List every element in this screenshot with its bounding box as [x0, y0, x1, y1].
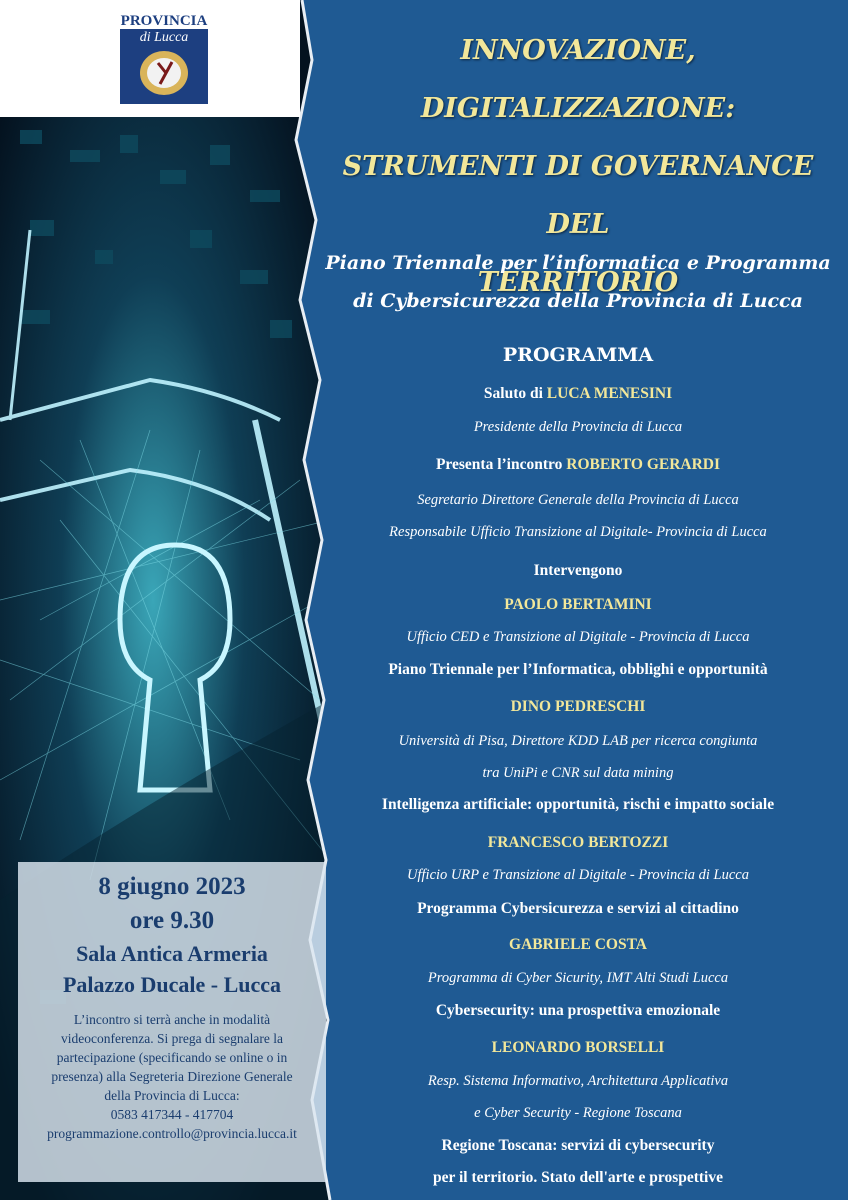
title-line: TERRITORIO — [477, 267, 679, 298]
speakers-heading: Intervengono — [533, 562, 623, 579]
speaker-name: GABRIELE COSTA — [509, 936, 647, 953]
speaker-role: Segretario Direttore Generale della Provincia di Lucca — [417, 492, 739, 508]
info-note-line: videoconferenza. Si prega di segnalare la — [61, 1031, 283, 1046]
coat-of-arms-icon — [136, 48, 192, 98]
talk-topic: Cybersecurity: una prospettiva emozionale — [435, 1002, 721, 1019]
talk-topic: per il territorio. Stato dell'arte e prospettive — [433, 1169, 723, 1186]
talk-topic: Programma Cybersicurezza e servizi al cittadino — [417, 900, 739, 917]
title-line: INNOVAZIONE, — [460, 35, 696, 66]
speaker-role: Responsabile Ufficio Transizione al Digitale- Provincia di Lucca — [389, 524, 767, 540]
talk-topic: Piano Triennale per l’Informatica, obblighi e opportunità — [388, 661, 768, 678]
contact-email[interactable]: programmazione.controllo@provincia.lucca.it — [47, 1126, 297, 1141]
speaker-name: DINO PEDRESCHI — [510, 698, 646, 715]
speaker-affiliation: tra UniPi e CNR sul data mining — [482, 765, 674, 781]
speaker-name: ROBERTO GERARDI — [566, 456, 721, 473]
logo-subtitle: di Lucca — [139, 30, 189, 45]
info-note-line: partecipazione (specificando se online o in — [56, 1050, 288, 1065]
info-note-line: L’incontro si terrà anche in modalità — [73, 1012, 271, 1027]
talk-topic: Regione Toscana: servizi di cybersecurity — [441, 1137, 715, 1154]
phone-numbers: 0583 417344 - 417704 — [110, 1107, 234, 1122]
speaker-name: LUCA MENESINI — [546, 385, 673, 402]
event-location: Palazzo Ducale - Lucca — [62, 972, 282, 997]
info-note-line: della Provincia di Lucca: — [104, 1088, 240, 1103]
subtitle-line: Piano Triennale per l’informatica e Programma — [325, 252, 831, 274]
title-line: STRUMENTI DI GOVERNANCE DEL — [342, 151, 814, 240]
logo-name: PROVINCIA — [120, 13, 208, 29]
speaker-name: LEONARDO BORSELLI — [491, 1039, 665, 1056]
speaker-affiliation: Programma di Cyber Sicurity, IMT Alti Studi Lucca — [427, 970, 729, 986]
speaker-name: FRANCESCO BERTOZZI — [487, 834, 669, 851]
program-heading: PROGRAMMA — [502, 344, 654, 366]
speaker-affiliation: Università di Pisa, Direttore KDD LAB per ricerca congiunta — [398, 733, 758, 749]
presenter-line — [318, 456, 838, 474]
event-venue: Sala Antica Armeria — [76, 941, 268, 966]
greeting-line — [318, 385, 838, 403]
speaker-affiliation: e Cyber Security - Regione Toscana — [474, 1105, 682, 1121]
subtitle-line: di Cybersicurezza della Provincia di Lucca — [353, 290, 803, 312]
title-line: DIGITALIZZAZIONE: — [420, 93, 736, 124]
greeting-prefix: Saluto di — [483, 385, 547, 402]
info-note-line: presenza) alla Segreteria Direzione Generale — [51, 1069, 293, 1084]
speaker-affiliation: Ufficio CED e Transizione al Digitale - Provincia di Lucca — [406, 629, 750, 645]
subtitle — [318, 244, 838, 320]
speaker-role: Presidente della Provincia di Lucca — [473, 419, 683, 435]
event-time: ore 9.30 — [129, 907, 215, 934]
speaker-name: PAOLO BERTAMINI — [504, 596, 652, 613]
speaker-affiliation: Ufficio URP e Transizione al Digitale - Provincia di Lucca — [407, 867, 749, 883]
presenter-prefix: Presenta l’incontro — [435, 456, 567, 473]
speaker-affiliation: Resp. Sistema Informativo, Architettura Applicativa — [427, 1073, 729, 1089]
talk-topic: Intelligenza artificiale: opportunità, rischi e impatto sociale — [381, 796, 775, 813]
event-info-box — [18, 862, 326, 1182]
event-date: 8 giugno 2023 — [98, 873, 246, 900]
